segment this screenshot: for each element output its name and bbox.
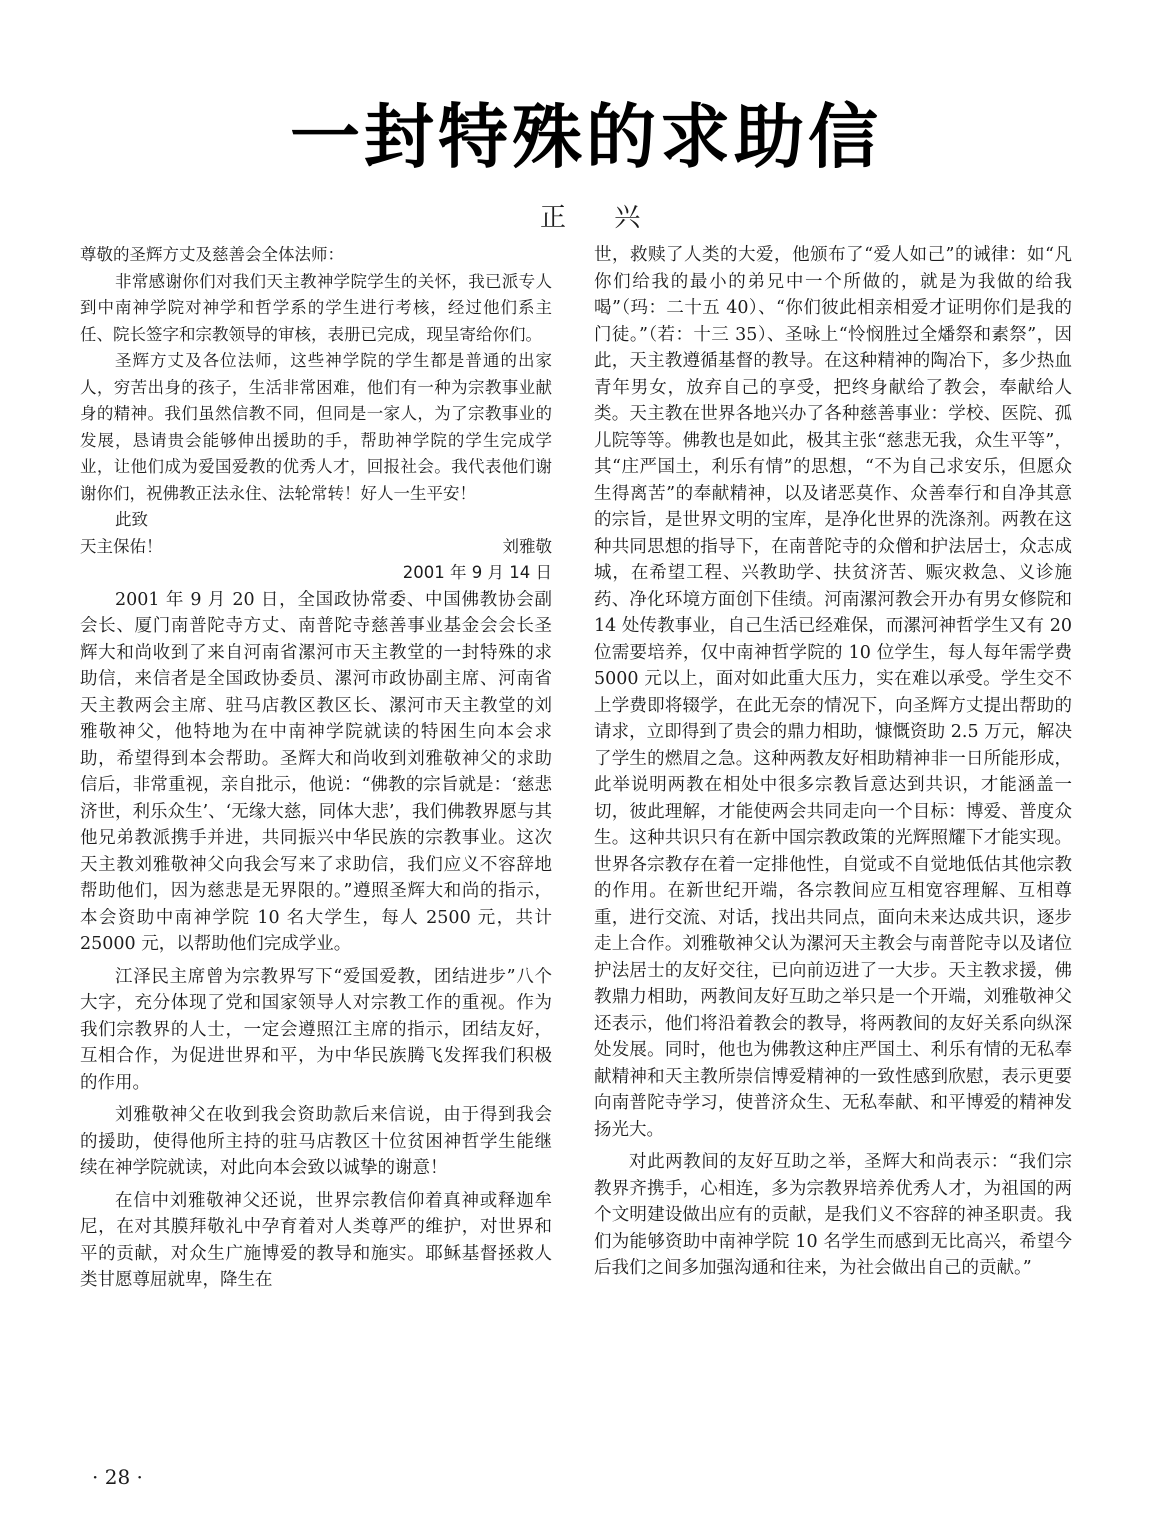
letter-closing: 此致 <box>115 510 148 529</box>
body-paragraph: 江泽民主席曾为宗教界写下“爱国爱教，团结进步”八个大字，充分体现了党和国家领导人对宗教工作的重视。作为我们宗教界的人士，一定会遵照江主席的指示，团结友好，互相合作，为促进世界和平，为中华民族腾飞发挥我们积极的作用。 <box>80 966 552 1093</box>
right-column <box>594 242 1072 1282</box>
letter-blessing: 天主保佑！ <box>80 536 163 556</box>
letter-date: 2001 年 9 月 14 日 <box>402 563 552 582</box>
article-title: 一封特殊的求助信 <box>290 96 882 178</box>
body-paragraph: 世，救赎了人类的大爱，他颁布了“爱人如己”的诫律：如“凡你们给我的最小的弟兄中一个所做的，就是为我做的给我喝”（玛：二十五 40）、“你们彼此相亲相爱才证明你们是我的门徒。”（若：十三 35）、圣咏上“怜悯胜过全燔祭和素祭”，因此，天主教遵循基督的教导。在这种精神的陶冶下，多少热血青年男女，放弃自己的享受，把终身献给了教会，奉献给人类。天主教在世界各地兴办了各种慈善事业：学校、医院、孤儿院等等。佛教也是如此，极其主张“慈悲无我，众生平等”，其“庄严国土，利乐有情”的思想，“不为自己求安乐，但愿众生得离苦”的奉献精神，以及诸恶莫作、众善奉行和自净其意的宗旨，是世界文明的宝库，是净化世界的洗涤剂。两教在这种共同思想的指导下，在南普陀寺的众僧和护法居士，众志成城，在希望工程、兴教助学、扶贫济苦、赈灾救急、义诊施药、净化环境方面创下佳绩。河南漯河教会开办有男女修院和 14 处传教事业，自己生活已经难保，而漯河神哲学生又有 20 位需要培养，仅中南神哲学院的 10 位学生，每人每年需学费 5000 元以上，面对如此重大压力，实在难以承受。学生交不上学费即将辍学，在此无奈的情况下，向圣辉方丈提出帮助的请求，立即得到了贵会的鼎力相助，慷慨资助 2.5 万元，解决了学生的燃眉之急。这种两教友好相助精神非一日所能形成，此举说明两教在相处中很多宗教旨意达到共识，才能涵盖一切，彼此理解，才能使两会共同走向一个目标：博爱、普度众生。这种共识只有在新中国宗教政策的光辉照耀下才能实现。世界各宗教存在着一定排他性，自觉或不自觉地低估其他宗教的作用。在新世纪开端，各宗教间应互相宽容理解、互相尊重，进行交流、对话，找出共同点，面向未来达成共识，逐步走上合作。刘雅敬神父认为漯河天主教会与南普陀寺以及诸位护法居士的友好交往，已向前迈进了一大步。天主教求援，佛教鼎力相助，两教间友好互助之举只是一个开端，刘雅敬神父还表示，他们将沿着教会的教导，将两教间的友好关系向纵深处发展。同时，他也为佛教这种庄严国土、利乐有情的无私奉献精神和天主教所崇信博爱精神的一致性感到欣慰，表示更要向南普陀寺学习，使普济众生、无私奉献、和平博爱的精神发扬光大。 <box>594 245 1072 1140</box>
letter-salutation: 尊敬的圣辉方丈及慈善会全体法师： <box>80 245 344 264</box>
left-column <box>80 242 552 1294</box>
body-paragraph: 对此两教间的友好互助之举，圣辉大和尚表示：“我们宗教界齐携手，心相连，多为宗教界培养优秀人才，为祖国的两个文明建设做出应有的贡献，是我们义不容辞的神圣职责。我们为能够资助中南神学院 10 名学生而感到无比高兴，希望今后我们之间多加强沟通和往来，为社会做出自己的贡献。” <box>594 1152 1072 1278</box>
letter-paragraph: 圣辉方丈及各位法师，这些神学院的学生都是普通的出家人，穷苦出身的孩子，生活非常困难，他们有一种为宗教事业献身的精神。我们虽然信教不同，但同是一家人，为了宗教事业的发展，恳请贵会能够伸出援助的手，帮助神学院的学生完成学业，让他们成为爱国爱教的优秀人才，回报社会。我代表他们谢谢你们，祝佛教正法永住、法轮常转！好人一生平安！ <box>80 351 552 503</box>
body-paragraph: 在信中刘雅敬神父还说，世界宗教信仰着真神或释迦牟尼，在对其膜拜敬礼中孕育着对人类尊严的维护，对世界和平的贡献，对众生广施博爱的教导和施实。耶稣基督拯救人类甘愿尊屈就卑，降生在 <box>80 1190 552 1290</box>
body-paragraph: 刘雅敬神父在收到我会资助款后来信说，由于得到我会的援助，使得他所主持的驻马店教区十位贫困神哲学生能继续在神学院就读，对此向本会致以诚挚的谢意！ <box>80 1105 552 1178</box>
body-paragraph: 2001 年 9 月 20 日，全国政协常委、中国佛教协会副会长、厦门南普陀寺方丈、南普陀寺慈善事业基金会会长圣辉大和尚收到了来自河南省漯河市天主教堂的一封特殊的求助信，来信者是全国政协委员、漯河市政协副主席、河南省天主教两会主席、驻马店教区教区长、漯河市天主教堂的刘雅敬神父，他特地为在中南神学院就读的特困生向本会求助，希望得到本会帮助。圣辉大和尚收到刘雅敬神父的求助信后，非常重视，亲自批示，他说：“佛教的宗旨就是：‘慈悲济世，利乐众生’、‘无缘大慈，同体大悲’，我们佛教界愿与其他兄弟教派携手并进，共同振兴中华民族的宗教事业。这次天主教刘雅敬神父向我会写来了求助信，我们应义不容辞地帮助他们，因为慈悲是无界限的。”遵照圣辉大和尚的指示，本会资助中南神学院 10 名大学生，每人 2500 元，共计 25000 元，以帮助他们完成学业。 <box>80 589 552 954</box>
letter-sign-row <box>80 534 552 561</box>
article-author: 正 兴 <box>540 203 661 233</box>
letter-paragraph: 非常感谢你们对我们天主教神学院学生的关怀，我已派专人到中南神学院对神学和哲学系的学生进行考核，经过他们系主任、院长签字和宗教领导的审核，表册已完成，现呈寄给你们。 <box>80 271 552 344</box>
letter-signer: 刘雅敬 <box>502 536 552 556</box>
page-number: · 28 · <box>92 1465 143 1489</box>
letter-block <box>80 242 552 587</box>
